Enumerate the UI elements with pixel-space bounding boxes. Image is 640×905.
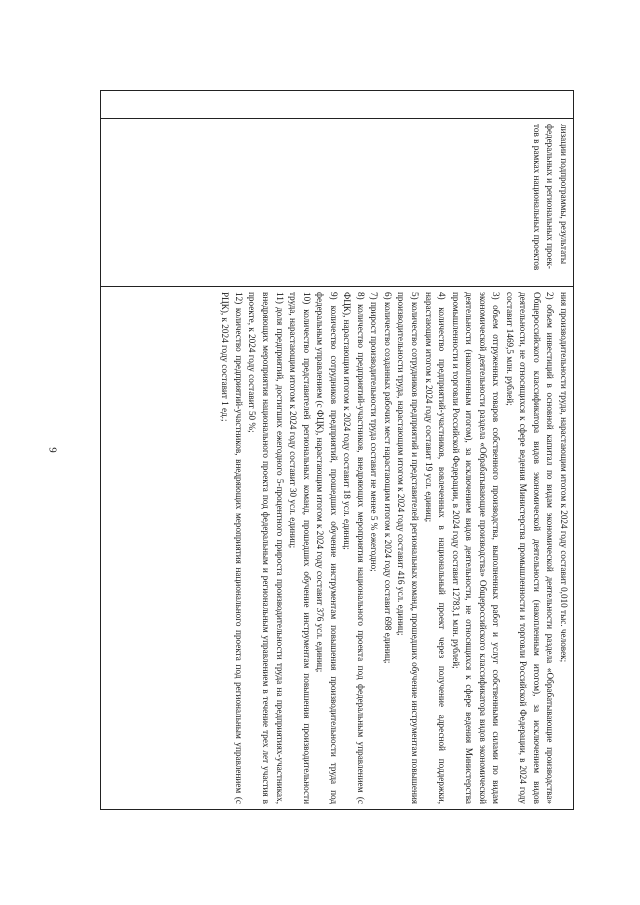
indicator-item: 11) доля предприятий, достигших ежегодного 5-процентного прироста производительности труда на предприятиях-участниках, внедряющих мероприятия национального проекта под федеральным и региональным управлением в течение трех лет участия в проекте, к 2024 году составит 50 %; (247, 292, 285, 804)
section-name-line: федеральных и региональных проек- (545, 124, 556, 269)
page-number: 9 (46, 447, 59, 453)
indicator-item: 12) количество предприятий-участников, внедряющих мероприятия национального проекта под региональным управлением (с РЦК), к 2024 году составит 1 ед.; (220, 292, 244, 804)
section-name-line: лизации подпрограммы, результаты (559, 124, 569, 265)
section-name-line: тов в рамках национальных проектов (531, 124, 542, 271)
indicators-cell (101, 287, 573, 809)
indicator-item: 2) объем инвестиций в основной капитал по видам экономической деятельности раздела «Обрабатывающие производства» Общероссийского классификатора видов экономической деятельности (накопленным итогом), за исключением видов деятельности, не относящихся к сфере ведения Министерства промышленности и торговли Российской Федерации, в 2024 году составит 1469,5 млн. рублей; (504, 292, 556, 804)
section-name-cell (101, 119, 573, 287)
indicator-item: 4) количество предприятий-участников, вовлеченных в национальный проект через получение адресной поддержки, нарастающим итогом к 2024 году составит 19 усл. единиц; (423, 292, 448, 804)
number-cell (101, 91, 573, 119)
indicator-item: 3) объем отгруженных товаров собственного производства, выполненных работ и услуг собственными силами по видам экономической деятельности раздела «Обрабатывающие производства» Общероссийского классификатора видов экономической деятельности (накопленным итогом), за исключением видов деятельности, не относящихся к сфере ведения Министерства промышленности и торговли Российской Федерации, в 2024 году составит 12783,1 млн. рублей; (450, 292, 502, 804)
indicator-item: 8) количество предприятий-участников, внедряющих мероприятия национального проекта под федеральным управлением (с ФЦК), нарастающим итогом к 2024 году составит 18 усл. единиц; (342, 292, 366, 804)
indicator-item: ния производительности труда, нарастающим итогом к 2024 году составит 0,010 тыс. человек; (559, 292, 569, 663)
document-table (100, 90, 574, 810)
indicator-item: 5) количество сотрудников предприятий и представителей региональных команд, прошедших обучение инструментам повышения производительности труда, нарастающим итогом к 2024 году составит 416 усл. единиц; (396, 292, 420, 804)
indicator-item: 9) количество сотрудников предприятий, прошедших обучение инструментам повышения производительности труда под федеральным управлением (с ФЦК), нарастающим итогом к 2024 году составит 376 усл. единиц; (315, 292, 339, 804)
indicator-item: 10) количество представителей региональных команд, прошедших обучение инструментам повышения производительности труда, нарастающим итогом к 2024 году составит 30 усл. единиц; (288, 292, 312, 804)
indicator-item: 7) прирост производительности труда составит не менее 5 % ежегодно; (369, 292, 380, 572)
indicator-item: 6) количество созданных рабочих мест нарастающим итогом к 2024 году составит 698 единиц; (382, 292, 393, 664)
